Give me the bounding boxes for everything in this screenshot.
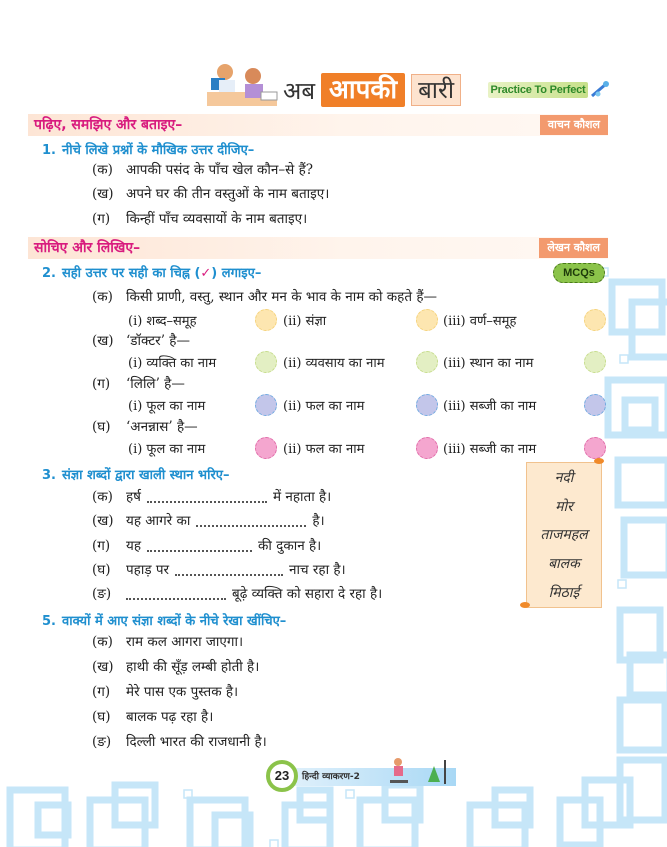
option-d-iii: (iii) सब्जी का नाम xyxy=(443,442,537,457)
practice-badge xyxy=(488,80,612,102)
skill-badge-writing: लेखन कौशल xyxy=(539,238,608,258)
option-a-ii: (ii) संज्ञा xyxy=(283,314,327,329)
pin-icon xyxy=(594,458,604,464)
question-2-title: 2. सही उत्तर पर सही का चिह्न (✓) लगाइए– xyxy=(42,266,262,281)
word-bank-item: नदी xyxy=(554,469,574,486)
answer-circle-c-ii[interactable] xyxy=(416,394,438,416)
answer-circle-c-iii[interactable] xyxy=(584,394,606,416)
word-bank-item: मोर xyxy=(555,498,573,515)
footer-band xyxy=(292,768,456,786)
answer-circle-b-iii[interactable] xyxy=(584,351,606,373)
question-5-item-d: (घ) बालक पढ़ रहा है। xyxy=(92,709,214,725)
question-2-item-b: (ख) ‘डॉक्टर’ है— xyxy=(92,333,190,349)
blank-field[interactable] xyxy=(175,566,283,576)
page-title xyxy=(283,74,461,106)
children-reading-illustration xyxy=(203,62,281,108)
answer-circle-b-ii[interactable] xyxy=(416,351,438,373)
question-1-title: 1. नीचे लिखे प्रश्नों के मौखिक उत्तर दीजिए– xyxy=(42,143,255,158)
answer-circle-b-i[interactable] xyxy=(255,351,277,373)
question-5-item-a: (क) राम कल आगरा जाएगा। xyxy=(92,634,244,650)
option-d-ii: (ii) फल का नाम xyxy=(283,442,365,457)
question-3-item-b: (ख) यह आगरे का है। xyxy=(92,513,325,529)
question-1-item-a: (क) आपकी पसंद के पाँच खेल कौन–से हैं? xyxy=(92,162,313,178)
child-skating-illustration xyxy=(384,756,450,786)
pin-icon xyxy=(520,602,530,608)
answer-circle-a-iii[interactable] xyxy=(584,309,606,331)
question-5-item-b: (ख) हाथी की सूँड़ लम्बी होती है। xyxy=(92,659,260,675)
section-title: पढ़िए, समझिए और बताइए– xyxy=(34,117,183,133)
question-3-item-c: (ग) यह की दुकान है। xyxy=(92,538,322,554)
blank-field[interactable] xyxy=(196,517,306,527)
option-c-ii: (ii) फल का नाम xyxy=(283,399,365,414)
option-a-iii: (iii) वर्ण–समूह xyxy=(443,314,517,329)
skill-badge-reading: वाचन कौशल xyxy=(540,115,608,135)
answer-circle-d-iii[interactable] xyxy=(584,437,606,459)
title-word-2: आपकी xyxy=(321,73,405,107)
option-b-i: (i) व्यक्ति का नाम xyxy=(128,356,217,371)
option-b-ii: (ii) व्यवसाय का नाम xyxy=(283,356,385,371)
title-word-1: अब xyxy=(283,76,316,105)
option-b-iii: (iii) स्थान का नाम xyxy=(443,356,534,371)
question-5-item-e: (ङ) दिल्ली भारत की राजधानी है। xyxy=(92,734,267,750)
title-word-3: बारी xyxy=(411,74,461,106)
word-bank-box xyxy=(526,462,602,608)
question-5-item-c: (ग) मेरे पास एक पुस्तक है। xyxy=(92,684,239,700)
answer-circle-a-i[interactable] xyxy=(255,309,277,331)
question-1-item-c: (ग) किन्हीं पाँच व्यवसायों के नाम बताइए। xyxy=(92,211,308,227)
blank-field[interactable] xyxy=(147,542,252,552)
option-a-i: (i) शब्द–समूह xyxy=(128,314,197,329)
answer-circle-a-ii[interactable] xyxy=(416,309,438,331)
section-header-reading xyxy=(28,114,608,136)
question-3-item-a: (क) हर्ष में नहाता है। xyxy=(92,489,332,505)
book-title: हिन्दी व्याकरण-2 xyxy=(302,772,360,782)
question-2-item-d: (घ) ‘अनन्नास’ है— xyxy=(92,419,198,435)
question-1-item-b: (ख) अपने घर की तीन वस्तुओं के नाम बताइए। xyxy=(92,186,330,202)
question-3-title: 3. संज्ञा शब्दों द्वारा खाली स्थान भरिए– xyxy=(42,468,230,483)
question-3-item-e: (ङ) बूढ़े व्यक्ति को सहारा दे रहा है। xyxy=(92,586,383,602)
page-number: 23 xyxy=(266,760,298,792)
option-c-i: (i) फूल का नाम xyxy=(128,399,206,414)
practice-badge-label: Practice To Perfect xyxy=(488,82,588,98)
option-d-i: (i) फूल का नाम xyxy=(128,442,206,457)
page-footer xyxy=(266,760,456,794)
blank-field[interactable] xyxy=(126,590,226,600)
word-bank-item: ताजमहल xyxy=(540,527,588,544)
word-bank-item: बालक xyxy=(548,556,580,573)
option-c-iii: (iii) सब्जी का नाम xyxy=(443,399,537,414)
question-2-item-a: (क) किसी प्राणी, वस्तु, स्थान और मन के भाव के नाम को कहते हैं— xyxy=(92,289,438,305)
mcq-badge: MCQs xyxy=(553,263,605,283)
section-header-writing xyxy=(28,237,608,259)
checkmark-icon: ✓ xyxy=(200,266,212,281)
blank-field[interactable] xyxy=(147,493,267,503)
word-bank-item: मिठाई xyxy=(548,585,580,602)
section-title: सोचिए और लिखिए– xyxy=(34,240,141,256)
answer-circle-d-i[interactable] xyxy=(255,437,277,459)
question-5-title: 5. वाक्यों में आए संज्ञा शब्दों के नीचे रेखा खींचिए– xyxy=(42,614,287,629)
question-2-item-c: (ग) ‘लिलि’ है— xyxy=(92,376,185,392)
question-3-item-d: (घ) पहाड़ पर नाच रहा है। xyxy=(92,562,346,578)
answer-circle-d-ii[interactable] xyxy=(416,437,438,459)
pen-icon xyxy=(590,80,612,100)
answer-circle-c-i[interactable] xyxy=(255,394,277,416)
